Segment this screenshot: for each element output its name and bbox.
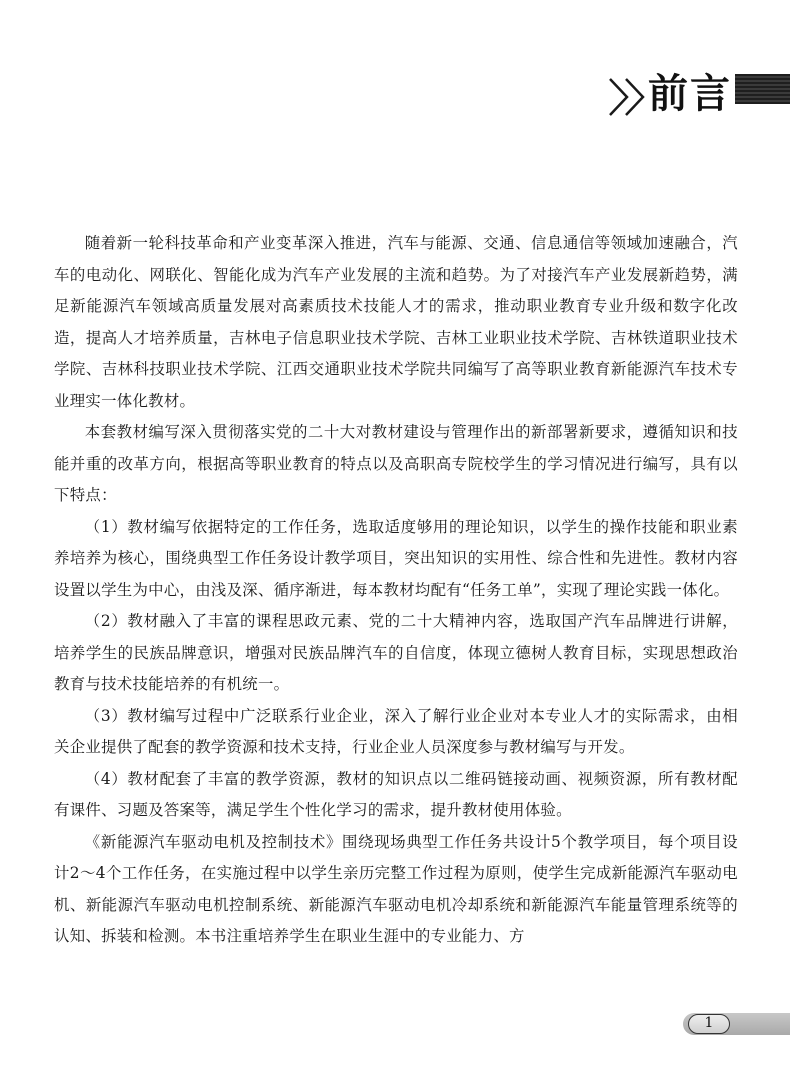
paragraph-feature-4: （4）教材配套了丰富的教学资源，教材的知识点以二维码链接动画、视频资源，所有教材配有课件、习题及答案等，满足学生个性化学习的需求，提升教材使用体验。: [54, 769, 738, 819]
paragraph-feature-2: （2）教材融入了丰富的课程思政元素、党的二十大精神内容，选取国产汽车品牌进行讲解，培养学生的民族品牌意识，增强对民族品牌汽车的自信度，体现立德树人教育目标，实现思想政治教育与技术技能培养的有机统一。: [54, 612, 738, 693]
paragraph-feature-3: （3）教材编写过程中广泛联系行业企业，深入了解行业企业对本专业人才的实际需求，由相关企业提供了配套的教学资源和技术支持，行业企业人员深度参与教材编写与开发。: [54, 706, 738, 756]
preface-body: [54, 228, 738, 953]
paragraph-intro: 随着新一轮科技革命和产业变革深入推进，汽车与能源、交通、信息通信等领域加速融合，汽车的电动化、网联化、智能化成为汽车产业发展的主流和趋势。为了对接汽车产业发展新趋势，满足新能源汽车领域高质量发展对高素质技术技能人才的需求，推动职业教育专业升级和数字化改造，提高人才培养质量，吉林电子信息职业技术学院、吉林工业职业技术学院、吉林铁道职业技术学院、吉林科技职业技术学院、江西交通职业技术学院共同编写了高等职业教育新能源汽车技术专业理实一体化教材。: [54, 234, 738, 410]
double-chevron-icon: [606, 76, 650, 118]
paragraph-features-lead: 本套教材编写深入贯彻落实党的二十大对教材建设与管理作出的新部署新要求，遵循知识和技能并重的改革方向，根据高等职业教育的特点以及高职高专院校学生的学习情况进行编写，具有以下特点：: [54, 423, 738, 504]
paragraph-feature-1: （1）教材编写依据特定的工作任务，选取适度够用的理论知识，以学生的操作技能和职业素养培养为核心，围绕典型工作任务设计教学项目，突出知识的实用性、综合性和先进性。教材内容设置以学生为中心，由浅及深、循序渐进，每本教材均配有“任务工单”，实现了理论实践一体化。: [54, 517, 738, 599]
header-decorative-bar: [735, 74, 790, 104]
paragraph-book-overview: 《新能源汽车驱动电机及控制技术》围绕现场典型工作任务共设计5个教学项目，每个项目设计2～4个工作任务，在实施过程中以学生亲历完整工作过程为原则，使学生完成新能源汽车驱动电机、新能源汽车驱动电机控制系统、新能源汽车驱动电机冷却系统和新能源汽车能量管理系统等的认知、拆装和检测。本书注重培养学生在职业生涯中的专业能力、方: [54, 832, 738, 945]
page-title: 前言: [648, 71, 732, 117]
page-number: 1: [688, 1014, 730, 1034]
